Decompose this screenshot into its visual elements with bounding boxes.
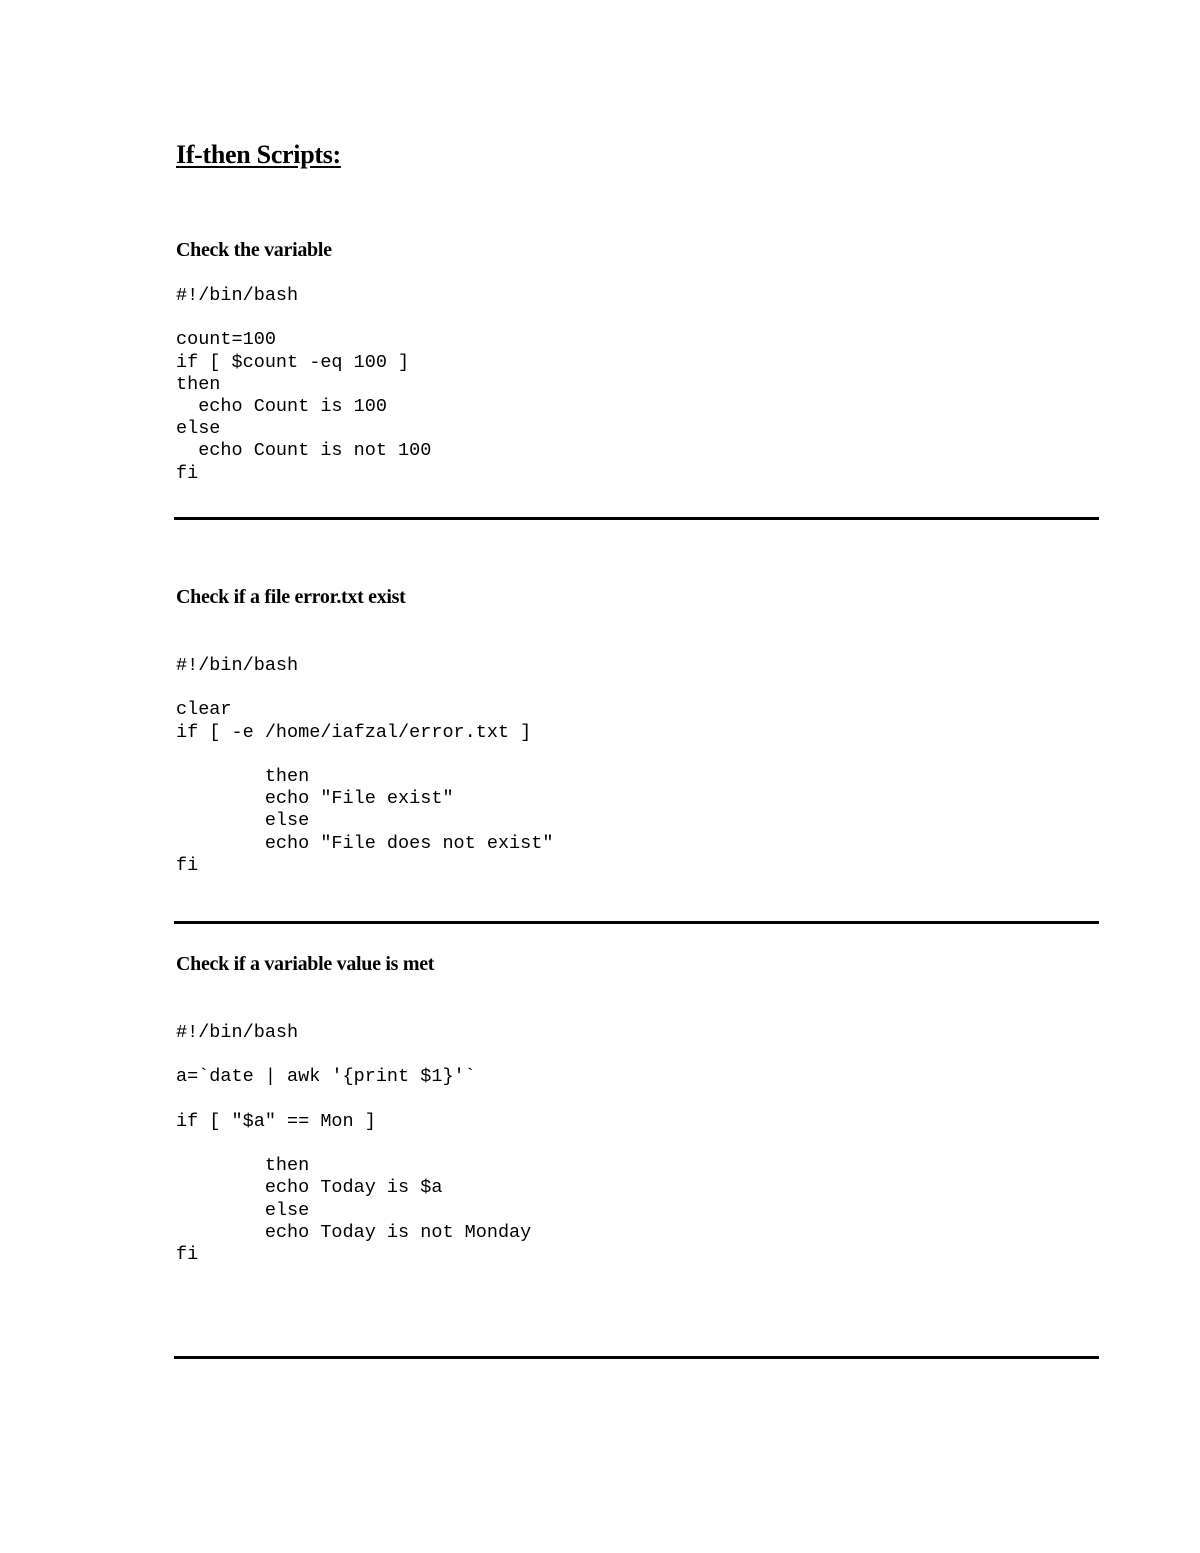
section-heading-check-file-exist: Check if a file error.txt exist bbox=[176, 586, 406, 608]
page-title: If-then Scripts: bbox=[176, 140, 341, 169]
section-divider bbox=[174, 1356, 1099, 1359]
section-heading-check-variable-value: Check if a variable value is met bbox=[176, 953, 435, 975]
code-block-check-file-exist: #!/bin/bash clear if [ -e /home/iafzal/error.txt ] then echo "File exist" else echo "File does not exist" fi bbox=[176, 655, 554, 876]
code-block-check-variable: #!/bin/bash count=100 if [ $count -eq 100 ] then echo Count is 100 else echo Count is not 100 fi bbox=[176, 285, 432, 484]
section-divider bbox=[174, 921, 1099, 924]
section-heading-check-variable: Check the variable bbox=[176, 239, 332, 261]
code-block-check-variable-value: #!/bin/bash a=`date | awk '{print $1}'` if [ "$a" == Mon ] then echo Today is $a else echo Today is not Monday fi bbox=[176, 1022, 532, 1266]
section-divider bbox=[174, 517, 1099, 520]
